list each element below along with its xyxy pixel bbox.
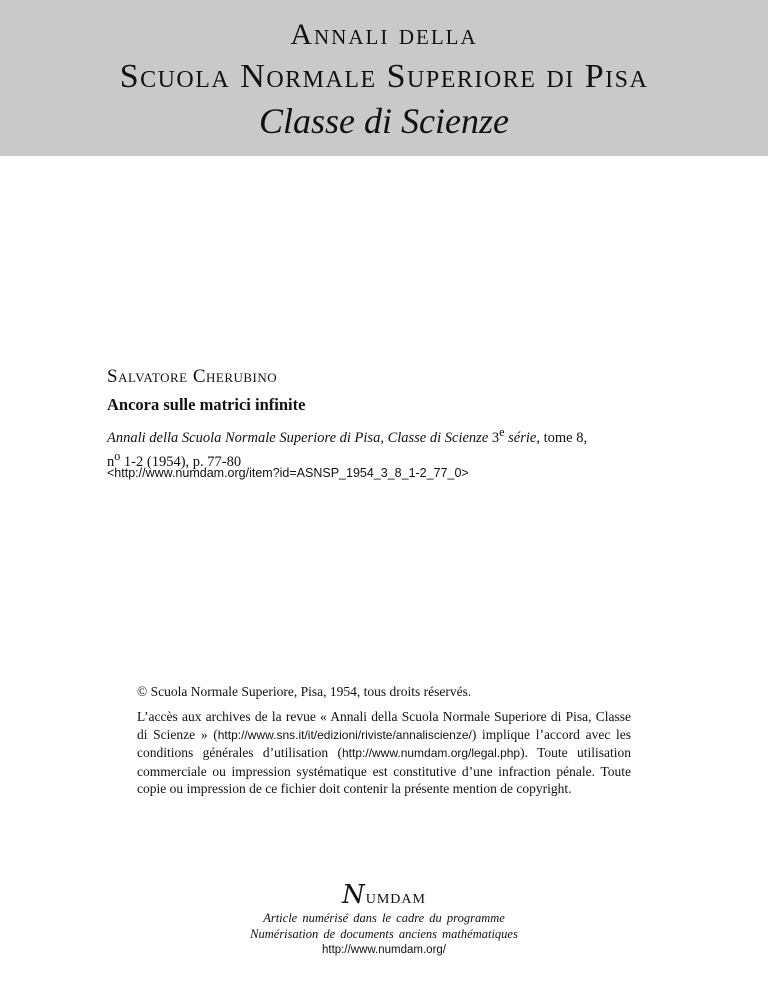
usage-notice [137, 708, 631, 798]
numdam-logo-rest: umdam [365, 886, 426, 908]
article-title: Ancora sulle matrici infinite [107, 395, 306, 414]
footer-url[interactable]: http://www.numdam.org/ [322, 944, 446, 956]
article-permalink[interactable]: <http://www.numdam.org/item?id=ASNSP_1954_3_8_1-2_77_0> [107, 466, 469, 480]
notice-text-part3: ). Toute utilisation commerciale ou impression systématique est constitutive d’une infraction pénale. Toute copie ou impression de ce fichier doit contenir la présente mention de copyright. [137, 745, 631, 796]
article-author: Salvatore Cherubino [107, 366, 278, 387]
banner-title-line1: Annali della [290, 18, 478, 51]
citation-series-word: série [508, 429, 537, 446]
footer-line1: Article numérisé dans le cadre du programme [263, 911, 505, 925]
citation-journal: Annali della Scuola Normale Superiore di Pisa, Classe di Scienze [107, 429, 489, 446]
citation-series-number: 3 [491, 429, 500, 446]
copyright-line: © Scuola Normale Superiore, Pisa, 1954, tous droits réservés. [137, 684, 472, 699]
numdam-logo [0, 880, 768, 910]
footer-line2: Numérisation de documents anciens mathématiques [250, 927, 518, 941]
numdam-logo-initial: N [342, 880, 366, 910]
notice-link-sns[interactable]: http://www.sns.it/it/edizioni/riviste/annaliscienze/ [217, 727, 472, 742]
notice-text-part2: ) implique l’accord avec les conditions générales d’utilisation ( [137, 726, 631, 760]
notice-link-legal[interactable]: http://www.numdam.org/legal.php [342, 746, 521, 760]
journal-banner [0, 0, 768, 156]
citation-series-sup: e [499, 425, 505, 439]
citation-issue-sup: o [114, 448, 121, 463]
banner-title-line3: Classe di Scienze [259, 101, 509, 141]
citation-issue-prefix: n [107, 453, 115, 470]
footer [0, 910, 768, 958]
notice-text-part1: L’accès aux archives de la revue « Annali della Scuola Normale Superiore di Pisa, Classe di Scienze » ( [137, 709, 631, 742]
citation-issue-rest: 1-2 (1954), p. 77-80 [120, 453, 242, 470]
banner-title-line2: Scuola Normale Superiore di Pisa [119, 58, 649, 95]
article-citation [107, 423, 672, 471]
citation-tome: , tome 8, [536, 429, 588, 446]
